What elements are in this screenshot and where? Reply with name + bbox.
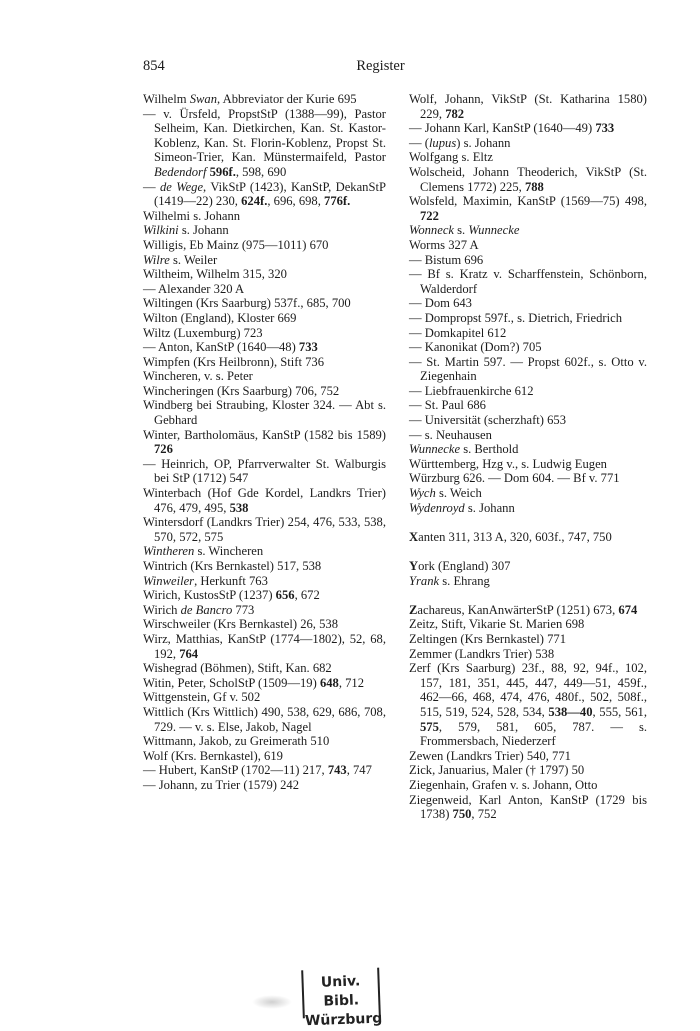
index-entry-text: , 696, 698,: [267, 194, 325, 209]
index-entry-text: — Bf s. Kratz v. Scharffenstein, Schönborn, Walderdorf: [409, 267, 647, 296]
index-entry-text: , 747: [346, 763, 372, 778]
index-entry-text: Wydenroyd: [409, 500, 465, 515]
index-entry: [409, 398, 647, 413]
ink-smudge: [252, 995, 292, 1009]
index-entry-text: X: [409, 529, 419, 544]
index-entry-text: — Universität (scherzhaft) 653: [409, 413, 567, 428]
index-entry-text: —: [143, 179, 160, 194]
index-entry-text: — s. Neuhausen: [409, 427, 492, 442]
library-stamp: [301, 968, 383, 1030]
index-entry: [143, 734, 386, 749]
index-entry-text: Wimpfen (Krs Heilbronn), Stift 736: [143, 354, 325, 369]
index-entry-text: s. Johann: [178, 223, 229, 238]
index-entry-text: Wych: [409, 486, 436, 501]
index-entry: [143, 603, 386, 618]
index-entry: [143, 253, 386, 268]
index-entry: [143, 238, 386, 253]
index-entry-text: — Kanonikat (Dom?) 705: [409, 340, 542, 355]
index-entry-text: s. Johann: [464, 500, 515, 515]
index-entry: [409, 223, 647, 238]
index-entry-text: , 752: [471, 807, 497, 822]
index-entry: [143, 311, 386, 326]
index-entry: [143, 676, 386, 691]
index-entry-text: Wittgenstein, Gf v. 502: [143, 690, 261, 705]
index-entry-text: Württemberg, Hzg v., s. Ludwig Eugen: [409, 456, 607, 471]
index-entry-text: — Domkapitel 612: [409, 325, 507, 340]
index-entry: [409, 238, 647, 253]
index-column-right: [409, 92, 647, 822]
index-entry: [143, 544, 386, 559]
index-entry: [409, 632, 647, 647]
index-entry-text: 733: [595, 121, 615, 136]
index-entry: [409, 574, 647, 589]
letter-section-gap: [409, 515, 647, 530]
index-entry-text: achareus, KanAnwärterStP (1251) 673,: [417, 602, 619, 617]
index-entry-text: , Abbreviator der Kurie 695: [217, 92, 357, 106]
index-entry: [409, 121, 647, 136]
index-entry-text: Wirich, KustosStP (1237): [143, 588, 276, 603]
index-entry: [409, 457, 647, 472]
index-entry-text: — (: [409, 135, 429, 150]
index-entry-text: , VikStP (1423), KanStP, DekanStP (1419—22) 230,: [154, 179, 386, 209]
index-entry: [143, 92, 386, 107]
index-entry: [143, 778, 386, 793]
index-entry-text: Zeitz, Stift, Vikarie St. Marien 698: [409, 617, 585, 632]
index-entry: [143, 763, 386, 778]
index-entry-text: 726: [154, 442, 173, 457]
index-entry-text: Zick, Januarius, Maler († 1797) 50: [409, 763, 585, 778]
index-entry-text: 596f.: [209, 164, 236, 179]
index-entry-text: Wittlich (Krs Wittlich) 490, 538, 629, 686, 708, 729. — v. s. Else, Jakob, Nagel: [143, 704, 386, 734]
index-entry-text: Wilre: [143, 252, 170, 267]
index-entry-text: 733: [298, 340, 318, 355]
index-entry: [409, 471, 647, 486]
index-entry-text: Würzburg 626. — Dom 604. — Bf v. 771: [409, 471, 620, 486]
index-entry: [409, 603, 647, 618]
index-entry-text: , 598, 690: [235, 164, 287, 179]
index-entry-text: s. Berthold: [460, 442, 519, 457]
index-entry-text: Worms 327 A: [409, 237, 479, 252]
index-entry: [409, 530, 647, 545]
index-entry-text: — Dom 643: [409, 296, 472, 311]
index-entry: [143, 107, 386, 180]
index-entry: [143, 355, 386, 370]
index-entry: [409, 340, 647, 355]
index-entry-text: Wunnecke: [468, 223, 520, 238]
index-entry-text: Wittmann, Jakob, zu Greimerath 510: [143, 734, 330, 749]
index-entry-text: Ziegenweid, Karl Anton, KanStP (1729 bis 1738): [409, 792, 647, 822]
index-entry-text: Wunnecke: [409, 442, 461, 457]
index-entry-text: Wiltz (Luxemburg) 723: [143, 325, 263, 340]
index-entry: [409, 92, 647, 121]
index-entry-text: Wilton (England), Kloster 669: [143, 310, 297, 325]
index-entry: [143, 617, 386, 632]
index-entry-text: Wonneck: [409, 223, 454, 238]
index-entry: [409, 763, 647, 778]
index-entry-text: Wolf (Krs. Bernkastel), 619: [143, 748, 283, 763]
index-column-left: [143, 92, 386, 793]
index-entry-text: 722: [420, 208, 439, 223]
index-entry: [143, 267, 386, 282]
index-entry: [409, 501, 647, 516]
index-entry: [409, 194, 647, 223]
index-entry-text: 575: [420, 719, 439, 734]
index-entry: [143, 574, 386, 589]
index-entry-text: ork (England) 307: [418, 559, 511, 573]
index-entry-text: lupus: [428, 135, 457, 150]
index-entry-text: — Dompropst 597f., s. Dietrich, Friedrich: [409, 310, 623, 325]
index-entry: [143, 457, 386, 486]
index-entry-text: anten 311, 313 A, 320, 603f., 747, 750: [418, 529, 612, 544]
index-entry: [143, 515, 386, 544]
index-entry-text: s. Ehrang: [439, 573, 490, 588]
index-entry-text: Winter, Bartholomäus, KanStP (1582 bis 1589): [143, 427, 386, 442]
index-entry-text: , 712: [338, 675, 365, 690]
index-entry: [409, 749, 647, 764]
index-entry-text: 674: [618, 602, 638, 617]
index-entry-text: 743: [327, 763, 347, 778]
index-entry: [143, 282, 386, 297]
index-entry-text: Wilkini: [143, 223, 179, 238]
index-entry: [143, 223, 386, 238]
index-entry: [143, 369, 386, 384]
letter-section-gap: [409, 588, 647, 603]
index-entry-text: — St. Martin 597. — Propst 602f., s. Otto v. Ziegenhain: [409, 354, 647, 384]
index-entry: [409, 253, 647, 268]
index-entry: [409, 661, 647, 749]
index-entry-text: Wolsfeld, Maximin, KanStP (1569—75) 498,: [409, 194, 647, 209]
index-entry-text: Bedendorf: [154, 164, 207, 179]
index-entry: [143, 705, 386, 734]
index-entry: [409, 617, 647, 632]
index-entry-text: Wilhelm: [143, 92, 190, 106]
index-entry-text: Zeltingen (Krs Bernkastel) 771: [409, 631, 567, 646]
index-entry: [409, 267, 647, 296]
index-entry-text: de Bancro: [180, 602, 233, 617]
index-entry: [143, 384, 386, 399]
index-entry: [409, 296, 647, 311]
index-entry: [143, 661, 386, 676]
index-entry-text: — Hubert, KanStP (1702—11) 217,: [143, 763, 328, 778]
index-entry-text: ) s. Johann: [456, 135, 511, 150]
index-entry-text: Wolf, Johann, VikStP (St. Katharina 1580) 229,: [409, 92, 647, 121]
index-entry-text: 656: [275, 588, 295, 603]
index-entry-text: Witin, Peter, ScholStP (1509—19): [143, 675, 320, 690]
index-entry-text: Wiltingen (Krs Saarburg) 537f., 685, 700: [143, 296, 351, 311]
index-entry: [143, 296, 386, 311]
index-entry-text: Zewen (Landkrs Trier) 540, 771: [409, 748, 571, 763]
index-entry-text: Winterbach (Hof Gde Kordel, Landkrs Trier) 476, 479, 495,: [143, 486, 386, 515]
index-entry-text: 788: [524, 179, 544, 194]
index-entry: [409, 311, 647, 326]
index-entry: [409, 486, 647, 501]
index-entry: [143, 486, 386, 515]
index-entry-text: Wincheren, v. s. Peter: [143, 369, 253, 384]
index-entry-text: — Liebfrauenkirche 612: [409, 383, 534, 398]
index-entry-text: 782: [445, 106, 465, 121]
index-entry: [409, 136, 647, 151]
index-entry-text: Zemmer (Landkrs Trier) 538: [409, 646, 555, 661]
index-entry-text: 764: [179, 646, 199, 661]
index-entry-text: Wintheren: [143, 544, 195, 559]
index-entry: [143, 428, 386, 457]
index-entry: [409, 442, 647, 457]
stamp-line-1: Univ. Bibl.: [320, 973, 361, 1010]
index-entry: [409, 647, 647, 662]
index-entry-text: , 579, 581, 605, 787. — s. Frommersbach, Niederzerf: [420, 719, 647, 749]
index-entry-text: — v. Ürsfeld, PropstStP (1388—99), Pastor Selheim, Kan. Dietkirchen, Kan. St. Kastor-Koblenz, Kan. St. Florin-Koblenz, Propst St. Simeon-Trier, Kan. Münstermaifeld, Pastor: [143, 106, 386, 165]
index-entry: [409, 559, 647, 574]
index-entry-text: 750: [452, 807, 472, 822]
index-entry-text: 538—40: [548, 704, 593, 719]
index-entry-text: Wolscheid, Johann Theoderich, VikStP (St. Clemens 1772) 225,: [409, 164, 647, 194]
index-entry: [143, 690, 386, 705]
page-number: 854: [143, 58, 165, 74]
index-entry: [409, 428, 647, 443]
index-entry: [409, 384, 647, 399]
index-entry-text: de Wege: [159, 179, 204, 194]
index-entry: [409, 413, 647, 428]
index-entry-text: Z: [409, 602, 418, 617]
index-entry: [409, 793, 647, 822]
index-entry-text: s.: [454, 223, 469, 238]
index-entry-text: , 672: [294, 588, 320, 603]
index-entry-text: Zerf (Krs Saarburg) 23f., 88, 92, 94f., 102, 157, 181, 351, 445, 447, 449—51, 459f., 462—66, 468, 474, 476, 480f., 502, 508f., 515, 519, 524, 528, 534,: [409, 661, 647, 719]
index-entry-text: , 555, 561,: [592, 704, 647, 719]
index-entry-text: Wincheringen (Krs Saarburg) 706, 752: [143, 383, 340, 398]
index-entry-text: Yrank: [409, 573, 440, 588]
index-entry: [143, 559, 386, 574]
index-entry: [143, 326, 386, 341]
index-entry: [143, 588, 386, 603]
index-entry-text: Wirschweiler (Krs Bernkastel) 26, 538: [143, 617, 338, 632]
index-entry-text: s. Weiler: [169, 252, 218, 267]
index-entry-text: Wolfgang s. Eltz: [409, 150, 493, 165]
index-entry: [409, 150, 647, 165]
index-entry-text: 624f.: [241, 194, 268, 209]
index-entry-text: 776f.: [324, 194, 351, 209]
index-entry-text: Wishegrad (Böhmen), Stift, Kan. 682: [143, 661, 332, 676]
index-entry-text: — Johann Karl, KanStP (1640—49): [409, 121, 596, 136]
library-stamp-area: [252, 965, 402, 1030]
index-entry-text: Wintersdorf (Landkrs Trier) 254, 476, 533, 538, 570, 572, 575: [143, 515, 386, 544]
index-entry: [409, 355, 647, 384]
index-entry: [143, 209, 386, 224]
index-entry-text: s. Weich: [435, 486, 482, 501]
index-entry-text: Winweiler: [143, 573, 195, 588]
index-entry-text: — Alexander 320 A: [143, 281, 245, 296]
index-entry-text: 773: [232, 602, 255, 617]
index-entry: [143, 632, 386, 661]
index-entry-text: Ziegenhain, Grafen v. s. Johann, Otto: [409, 777, 598, 792]
index-entry: [143, 398, 386, 427]
index-entry: [409, 326, 647, 341]
index-entry: [143, 180, 386, 209]
index-entry-text: Swan: [189, 92, 218, 106]
stamp-line-2: Würzburg: [304, 1010, 383, 1030]
index-entry-text: Wilhelmi s. Johann: [143, 208, 241, 223]
running-title: Register: [356, 58, 405, 74]
index-entry-text: , Herkunft 763: [194, 573, 268, 588]
index-entry-text: Willigis, Eb Mainz (975—1011) 670: [143, 237, 329, 252]
index-entry-text: 538: [229, 500, 249, 515]
index-entry: [409, 778, 647, 793]
index-entry-text: — Anton, KanStP (1640—48): [143, 340, 299, 355]
index-entry-text: — Bistum 696: [409, 252, 484, 267]
index-entry-text: Wirz, Matthias, KanStP (1774—1802), 52, 68, 192,: [143, 631, 386, 661]
index-entry-text: Wiltheim, Wilhelm 315, 320: [143, 267, 287, 282]
index-entry-text: 648: [319, 675, 339, 690]
index-entry-text: s. Wincheren: [194, 544, 264, 559]
index-entry: [143, 340, 386, 355]
index-entry-text: Wintrich (Krs Bernkastel) 517, 538: [143, 559, 322, 573]
index-entry: [143, 749, 386, 764]
index-entry-text: — St. Paul 686: [409, 398, 486, 413]
index-entry-text: — Johann, zu Trier (1579) 242: [143, 777, 300, 792]
index-entry: [409, 165, 647, 194]
index-entry-text: Wirich: [143, 602, 181, 617]
index-entry-text: Y: [409, 559, 419, 573]
index-entry-text: Windberg bei Straubing, Kloster 324. — Abt s. Gebhard: [143, 398, 386, 428]
page-header: [143, 58, 618, 78]
letter-section-gap: [409, 544, 647, 559]
index-entry-text: — Heinrich, OP, Pfarrverwalter St. Walburgis bei StP (1712) 547: [143, 456, 386, 486]
